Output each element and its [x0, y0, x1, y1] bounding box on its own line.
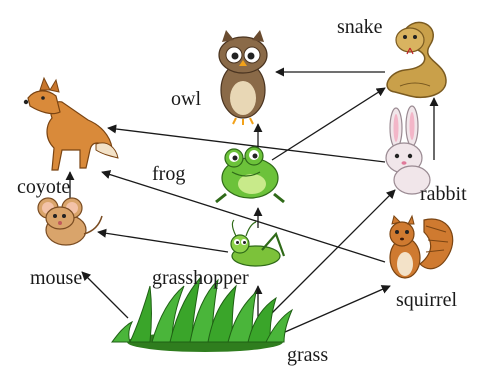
label-grasshopper: grasshopper	[152, 267, 249, 289]
label-snake: snake	[337, 16, 383, 38]
label-frog: frog	[152, 163, 186, 185]
owl-illustration	[219, 30, 267, 125]
label-squirrel: squirrel	[396, 289, 458, 311]
label-grass: grass	[287, 344, 329, 366]
arrow-frog-to-snake	[272, 88, 385, 160]
squirrel-illustration	[390, 216, 453, 278]
grass-illustration	[112, 278, 292, 352]
rabbit-illustration	[386, 106, 430, 194]
label-coyote: coyote	[17, 176, 71, 198]
mouse-illustration	[38, 198, 102, 245]
label-owl: owl	[171, 88, 201, 110]
frog-illustration	[216, 147, 284, 202]
arrow-grass-to-mouse	[82, 272, 128, 318]
arrow-grass-to-squirrel	[285, 286, 390, 332]
snake-illustration	[387, 22, 446, 97]
label-mouse: mouse	[30, 267, 83, 289]
arrow-grasshopper-to-mouse	[98, 232, 228, 252]
coyote-illustration	[24, 78, 118, 170]
label-rabbit: rabbit	[420, 183, 467, 205]
